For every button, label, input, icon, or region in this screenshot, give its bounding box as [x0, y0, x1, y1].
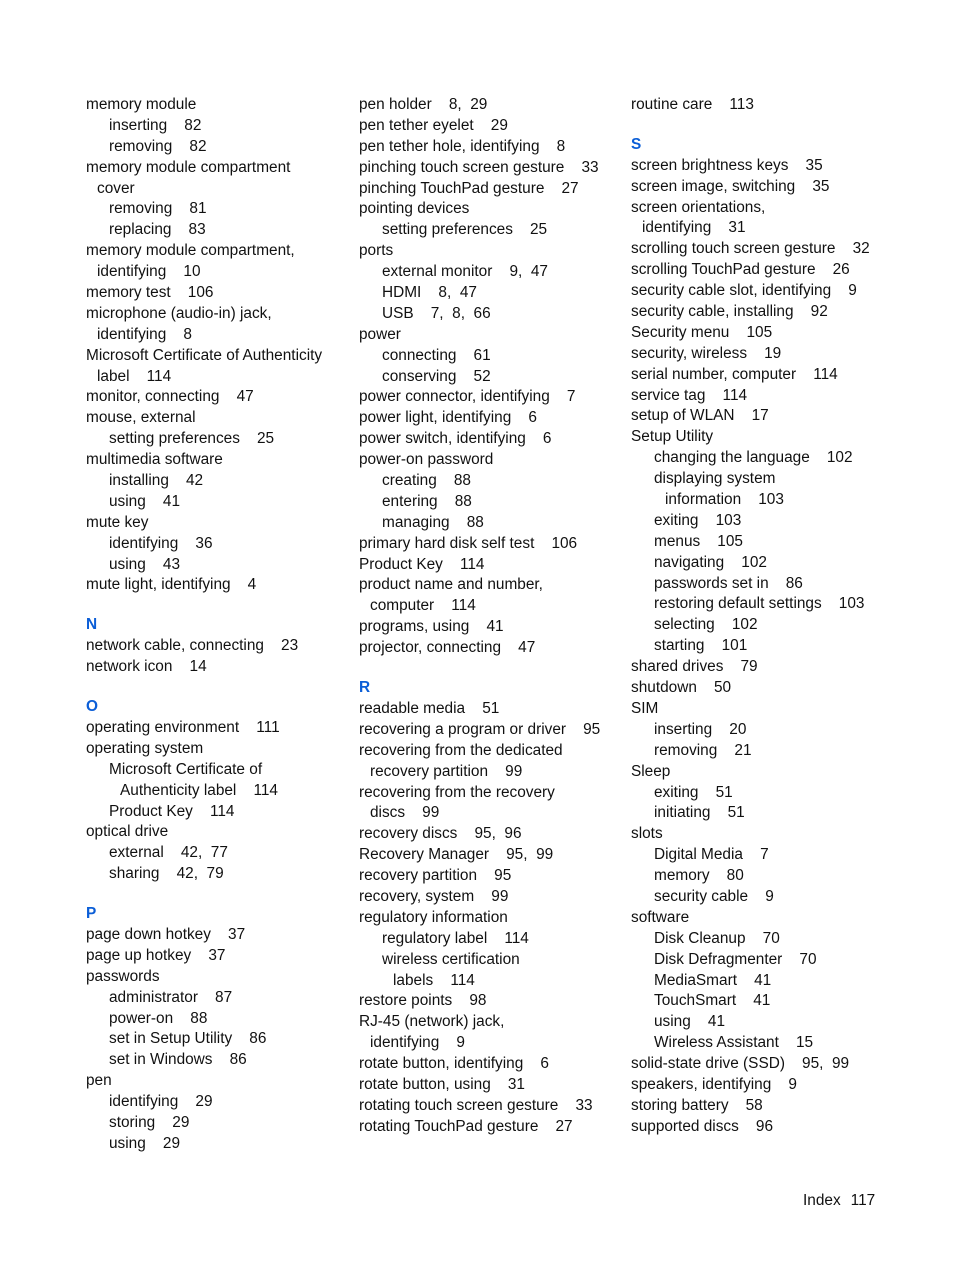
index-subentry: security cable 9	[654, 887, 774, 905]
index-entry: supported discs 96	[631, 1117, 774, 1135]
index-section-heading: R	[359, 679, 371, 697]
index-subentry: wireless certification	[382, 950, 520, 968]
index-entry: shared drives 79	[631, 658, 758, 676]
index-entry: speakers, identifying 9	[631, 1075, 797, 1093]
index-entry: power connector, identifying 7	[359, 388, 576, 406]
index-entry: setup of WLAN 17	[631, 407, 769, 425]
index-subentry: using 29	[109, 1134, 181, 1152]
index-entry: Microsoft Certificate of Authenticity	[86, 346, 323, 364]
index-entry: security cable slot, identifying 9	[631, 282, 857, 300]
index-entry: network icon 14	[86, 658, 207, 676]
index-entry: pointing devices	[359, 200, 470, 218]
index-entry: multimedia software	[86, 451, 223, 469]
index-subentry: Product Key 114	[109, 802, 235, 820]
index-section-heading: S	[631, 135, 642, 153]
index-entry: scrolling touch screen gesture 32	[631, 240, 870, 258]
index-section-heading: P	[86, 905, 97, 923]
index-entry: memory module	[86, 96, 197, 113]
index-entry: recovery, system 99	[359, 887, 509, 905]
index-subentry: setting preferences 25	[382, 221, 548, 239]
index-entry: pinching TouchPad gesture 27	[359, 179, 579, 197]
index-entry: mute light, identifying 4	[86, 576, 257, 594]
index-subentry: set in Windows 86	[109, 1051, 247, 1069]
index-subentry: Disk Defragmenter 70	[654, 950, 817, 968]
index-subentry: using 43	[109, 555, 181, 573]
index-subentry: connecting 61	[382, 346, 491, 364]
index-subentry: Authenticity label 114	[120, 781, 278, 799]
index-subentry: creating 88	[382, 472, 471, 490]
index-entry: recovering a program or driver 95	[359, 720, 601, 738]
index-entry: serial number, computer 114	[631, 365, 838, 383]
index-entry: product name and number,	[359, 576, 543, 594]
index-subentry: storing 29	[109, 1113, 190, 1131]
index-subentry: identifying 31	[642, 219, 746, 237]
index-subentry: regulatory label 114	[382, 929, 529, 947]
index-subentry: using 41	[654, 1013, 726, 1031]
index-entry: Sleep	[631, 762, 671, 780]
index-entry: network cable, connecting 23	[86, 637, 299, 655]
index-subentry: TouchSmart 41	[654, 992, 771, 1010]
index-entry: programs, using 41	[359, 618, 504, 636]
index-subentry: identifying 10	[97, 263, 201, 281]
index-subentry: labels 114	[393, 971, 475, 989]
index-entry: Product Key 114	[359, 555, 485, 573]
index-entry: Recovery Manager 95, 99	[359, 846, 554, 864]
index-subentry: exiting 103	[654, 511, 742, 529]
index-entry: Security menu 105	[631, 323, 773, 341]
index-subentry: starting 101	[654, 637, 748, 655]
index-entry: power-on password	[359, 451, 494, 469]
index-entry: storing battery 58	[631, 1096, 763, 1114]
index-subentry: identifying 36	[109, 534, 213, 552]
index-subentry: navigating 102	[654, 553, 767, 571]
index-subentry: set in Setup Utility 86	[109, 1030, 267, 1048]
index-entry: primary hard disk self test 106	[359, 534, 578, 552]
index-entry: recovering from the recovery	[359, 783, 555, 801]
index-entry: page up hotkey 37	[86, 946, 226, 964]
index-subentry: recovery partition 99	[370, 762, 523, 780]
index-subentry: passwords set in 86	[654, 574, 803, 592]
index-subentry: identifying 8	[97, 325, 192, 343]
index-entry: Setup Utility	[631, 428, 714, 446]
index-entry: operating system	[86, 739, 204, 757]
index-entry: solid-state drive (SSD) 95, 99	[631, 1055, 850, 1073]
index-subentry: computer 114	[370, 597, 476, 615]
index-column-1	[86, 95, 354, 1155]
page-number: 117	[850, 1192, 876, 1209]
index-subentry: cover	[97, 179, 135, 197]
index-section-heading: O	[86, 698, 98, 716]
index-entry: power switch, identifying 6	[359, 430, 552, 448]
index-entry: projector, connecting 47	[359, 639, 536, 657]
index-entry: power	[359, 325, 401, 343]
index-column-3	[631, 95, 899, 1138]
index-entry: rotate button, identifying 6	[359, 1055, 549, 1073]
index-entry: pen tether hole, identifying 8	[359, 137, 566, 155]
index-subentry: changing the language 102	[654, 449, 853, 467]
index-entry: regulatory information	[359, 908, 508, 926]
index-entry: RJ-45 (network) jack,	[359, 1013, 505, 1031]
index-subentry: identifying 29	[109, 1093, 213, 1111]
index-entry: optical drive	[86, 823, 169, 841]
index-subentry: label 114	[97, 367, 172, 385]
index-entry: rotating TouchPad gesture 27	[359, 1117, 573, 1135]
index-subentry: managing 88	[382, 513, 484, 531]
index-entry: readable media 51	[359, 699, 500, 717]
index-entry: passwords	[86, 967, 160, 985]
index-subentry: identifying 9	[370, 1034, 465, 1052]
index-subentry: exiting 51	[654, 783, 733, 801]
index-entry: SIM	[631, 699, 659, 717]
index-subentry: sharing 42, 79	[109, 865, 224, 883]
index-entry: rotate button, using 31	[359, 1075, 525, 1093]
index-entry: operating environment 111	[86, 718, 280, 736]
index-entry: security cable, installing 92	[631, 303, 828, 321]
index-subentry: HDMI 8, 47	[382, 284, 477, 302]
index-entry: recovery discs 95, 96	[359, 825, 522, 843]
index-entry: pen tether eyelet 29	[359, 116, 508, 134]
index-subentry: inserting 20	[654, 720, 747, 738]
index-entry: slots	[631, 825, 663, 843]
index-subentry: replacing 83	[109, 221, 206, 239]
index-entry: pen holder 8, 29	[359, 96, 488, 113]
index-subentry: removing 81	[109, 200, 207, 218]
index-entry: screen image, switching 35	[631, 177, 830, 195]
index-subentry: Digital Media 7	[654, 846, 769, 864]
index-entry: monitor, connecting 47	[86, 388, 254, 406]
index-entry: scrolling TouchPad gesture 26	[631, 261, 850, 279]
index-entry: screen brightness keys 35	[631, 156, 823, 174]
index-entry: recovering from the dedicated	[359, 741, 563, 759]
index-subentry: initiating 51	[654, 804, 745, 822]
index-subentry: Wireless Assistant 15	[654, 1034, 814, 1052]
index-entry: pen	[86, 1072, 112, 1090]
index-subentry: memory 80	[654, 867, 744, 885]
index-subentry: Microsoft Certificate of	[109, 760, 263, 778]
index-entry: rotating touch screen gesture 33	[359, 1096, 593, 1114]
index-subentry: Disk Cleanup 70	[654, 929, 780, 947]
index-subentry: using 41	[109, 492, 181, 510]
index-subentry: inserting 82	[109, 116, 202, 134]
footer-section-label: Index	[803, 1192, 841, 1209]
index-entry: page down hotkey 37	[86, 925, 246, 943]
index-subentry: installing 42	[109, 472, 204, 490]
index-entry: restore points 98	[359, 992, 487, 1010]
index-entry: screen orientations,	[631, 198, 766, 216]
index-subentry: external monitor 9, 47	[382, 263, 548, 281]
index-entry: service tag 114	[631, 386, 748, 404]
index-entry: software	[631, 908, 690, 926]
index-subentry: information 103	[665, 491, 784, 509]
index-entry: shutdown 50	[631, 679, 732, 697]
index-entry: pinching touch screen gesture 33	[359, 158, 599, 176]
index-entry: memory module compartment	[86, 158, 291, 176]
index-column-2	[359, 95, 627, 1138]
index-subentry: USB 7, 8, 66	[382, 304, 491, 322]
index-entry: memory module compartment,	[86, 242, 295, 260]
index-subentry: setting preferences 25	[109, 430, 275, 448]
index-entry: recovery partition 95	[359, 867, 512, 885]
index-subentry: external 42, 77	[109, 844, 228, 862]
index-subentry: restoring default settings 103	[654, 595, 865, 613]
index-subentry: administrator 87	[109, 988, 233, 1006]
index-subentry: power-on 88	[109, 1009, 208, 1027]
index-entry: ports	[359, 242, 394, 260]
index-entry: mute key	[86, 513, 149, 531]
index-subentry: removing 21	[654, 741, 752, 759]
index-subentry: discs 99	[370, 804, 440, 822]
index-subentry: MediaSmart 41	[654, 971, 772, 989]
index-entry: mouse, external	[86, 409, 196, 427]
index-subentry: displaying system	[654, 470, 776, 488]
index-section-heading: N	[86, 616, 98, 634]
index-entry: memory test 106	[86, 284, 214, 302]
index-entry: microphone (audio-in) jack,	[86, 304, 272, 322]
index-subentry: entering 88	[382, 492, 472, 510]
index-subentry: menus 105	[654, 532, 743, 550]
index-entry: power light, identifying 6	[359, 409, 537, 427]
index-entry: security, wireless 19	[631, 344, 782, 362]
index-subentry: selecting 102	[654, 616, 758, 634]
page-footer	[803, 1192, 875, 1210]
index-entry: routine care 113	[631, 96, 754, 113]
index-subentry: conserving 52	[382, 367, 491, 385]
index-subentry: removing 82	[109, 137, 207, 155]
